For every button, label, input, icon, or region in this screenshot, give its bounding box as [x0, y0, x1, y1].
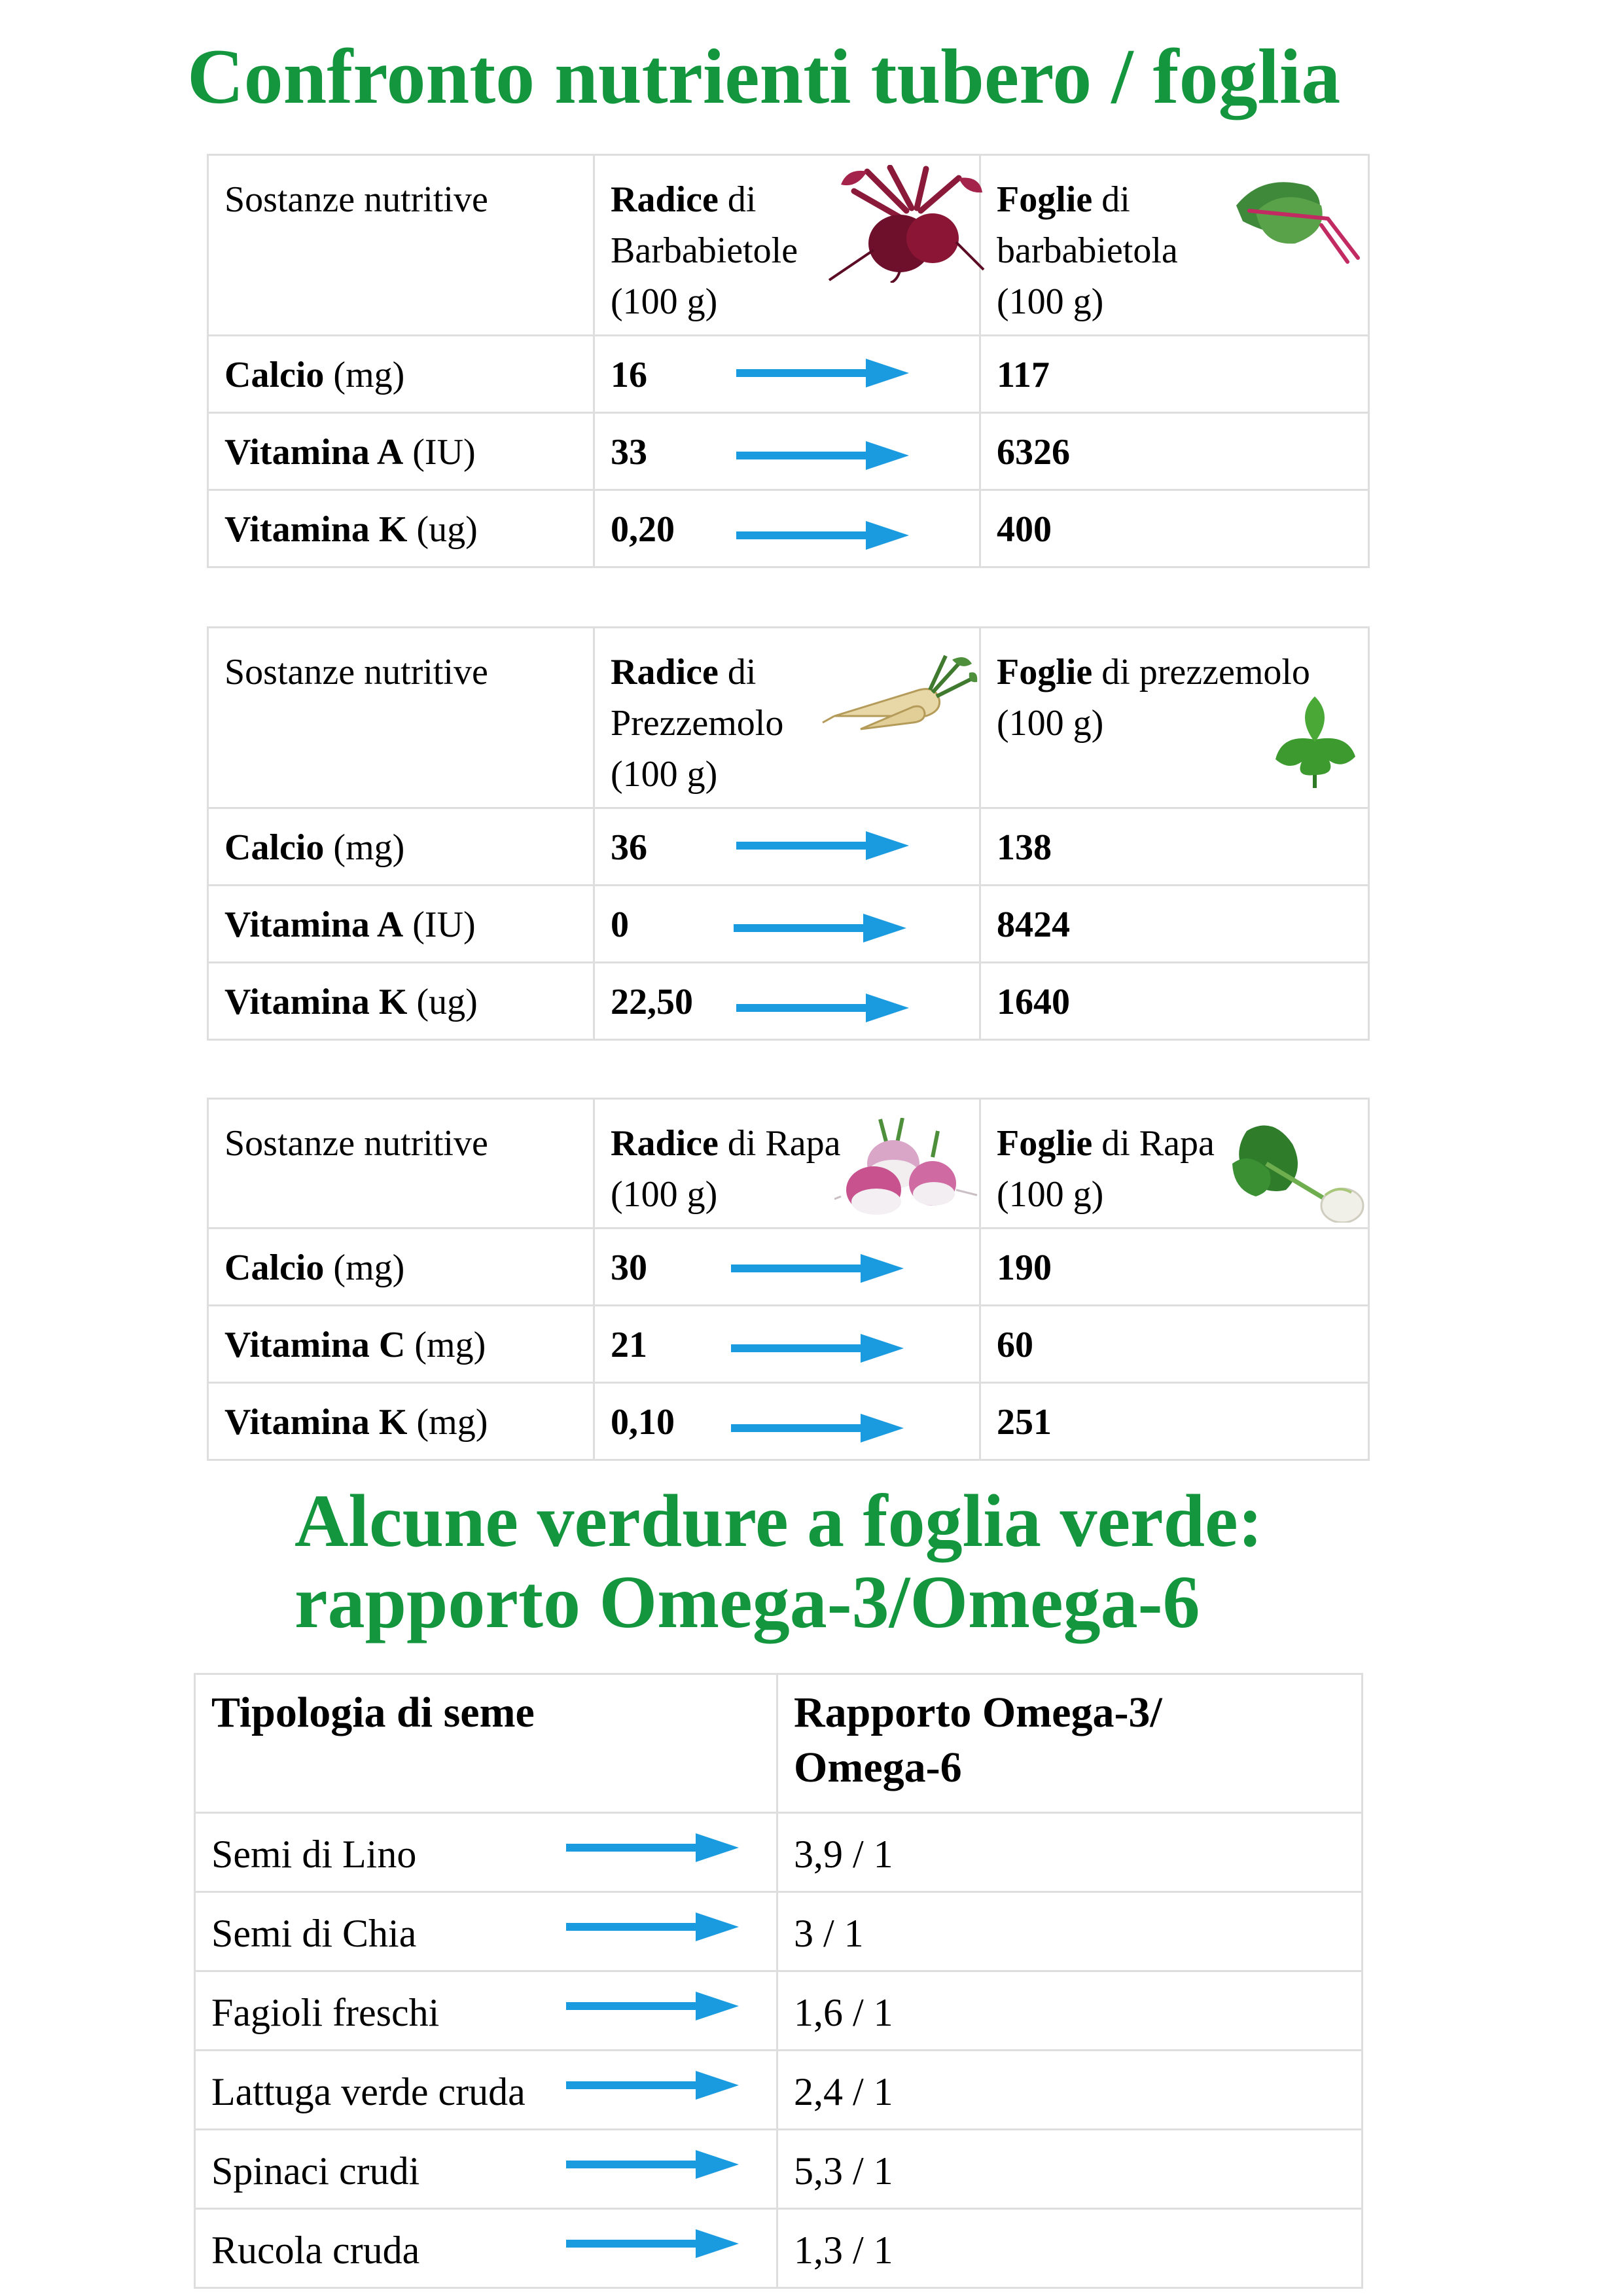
turnip-nutrient-table: [207, 1098, 1370, 1461]
ratio-cell: 5,3 / 1: [777, 2130, 1363, 2209]
table-row: [208, 886, 1369, 963]
table-row: [208, 1306, 1369, 1383]
leaf-value: 60: [980, 1306, 1369, 1383]
arrow-right-icon: [736, 831, 909, 860]
section-title-line1: Alcune verdure a foglia verde:: [294, 1479, 1263, 1562]
leaf-value: 6326: [980, 413, 1369, 490]
arrow-right-icon: [736, 994, 909, 1022]
header-root: Radice di Rapa (100 g): [594, 1099, 980, 1229]
root-value: 21: [594, 1306, 980, 1383]
arrow-right-icon: [566, 1833, 739, 1862]
beetroot-icon: [828, 165, 985, 283]
table-row: [195, 1892, 1363, 1971]
ratio-cell: 1,6 / 1: [777, 1971, 1363, 2051]
header-seed-type: Tipologia di seme: [195, 1674, 777, 1813]
table-row: [195, 1813, 1363, 1892]
root-value: 33: [594, 413, 980, 490]
arrow-right-icon: [736, 359, 909, 387]
nutrient-cell: Vitamina C (mg): [208, 1306, 594, 1383]
leaf-value: 8424: [980, 886, 1369, 963]
header-root: Radice di Prezzemolo (100 g): [594, 628, 980, 808]
parsley-nutrient-table: [207, 626, 1370, 1041]
arrow-right-icon: [566, 1992, 739, 2020]
seed-cell: Fagioli freschi: [195, 1971, 777, 2051]
root-value: 30: [594, 1229, 980, 1306]
nutrient-cell: Calcio (mg): [208, 1229, 594, 1306]
root-value: 0,10: [594, 1383, 980, 1460]
table-header-row: [208, 628, 1369, 808]
nutrient-cell: Vitamina K (ug): [208, 490, 594, 567]
beet-leaves-icon: [1230, 173, 1361, 264]
leaf-value: 190: [980, 1229, 1369, 1306]
header-leaf: Foglie di Rapa (100 g): [980, 1099, 1369, 1229]
beet-nutrient-table: [207, 154, 1370, 568]
header-nutrients: Sostanze nutritive: [208, 1099, 594, 1229]
table-row: [195, 2209, 1363, 2288]
leaf-value: 117: [980, 336, 1369, 413]
ratio-cell: 3 / 1: [777, 1892, 1363, 1971]
header-root: Radice di Barbabietole (100 g): [594, 155, 980, 336]
parsley-leaf-icon: [1269, 694, 1361, 792]
leaf-value: 138: [980, 808, 1369, 886]
turnip-greens-icon: [1227, 1118, 1368, 1223]
header-ratio: Rapporto Omega-3/ Omega-6: [777, 1674, 1363, 1813]
header-nutrients: Sostanze nutritive: [208, 155, 594, 336]
table-header-row: [208, 155, 1369, 336]
arrow-right-icon: [566, 1912, 739, 1941]
arrow-right-icon: [736, 441, 909, 470]
seed-cell: Rucola cruda: [195, 2209, 777, 2288]
nutrient-cell: Calcio (mg): [208, 336, 594, 413]
section-title-line2: rapporto Omega-3/Omega-6: [294, 1560, 1200, 1643]
table-row: [208, 808, 1369, 886]
nutrient-cell: Calcio (mg): [208, 808, 594, 886]
table-header-row: [195, 1674, 1363, 1813]
table-row: [195, 2051, 1363, 2130]
arrow-right-icon: [731, 1254, 904, 1283]
header-nutrients: Sostanze nutritive: [208, 628, 594, 808]
nutrient-cell: Vitamina K (mg): [208, 1383, 594, 1460]
header-leaf: Foglie di barbabietola (100 g): [980, 155, 1369, 336]
header-leaf: Foglie di prezzemolo (100 g): [980, 628, 1369, 808]
seed-cell: Semi di Chia: [195, 1892, 777, 1971]
root-value: 0: [594, 886, 980, 963]
ratio-cell: 1,3 / 1: [777, 2209, 1363, 2288]
table-row: [208, 413, 1369, 490]
table-row: [208, 963, 1369, 1040]
arrow-right-icon: [736, 521, 909, 550]
page-title: Confronto nutrienti tubero / foglia: [187, 33, 1341, 120]
arrow-right-icon: [566, 2150, 739, 2179]
nutrient-cell: Vitamina A (IU): [208, 886, 594, 963]
arrow-right-icon: [734, 914, 906, 942]
turnip-root-icon: [834, 1118, 978, 1223]
root-value: 0,20: [594, 490, 980, 567]
root-value: 36: [594, 808, 980, 886]
arrow-right-icon: [731, 1414, 904, 1443]
table-row: [208, 1229, 1369, 1306]
leaf-value: 400: [980, 490, 1369, 567]
section-title: [294, 1480, 1263, 1643]
seed-cell: Spinaci crudi: [195, 2130, 777, 2209]
parsley-root-icon: [821, 651, 978, 749]
table-row: [208, 1383, 1369, 1460]
table-row: [195, 2130, 1363, 2209]
seed-cell: Lattuga verde cruda: [195, 2051, 777, 2130]
seed-cell: Semi di Lino: [195, 1813, 777, 1892]
ratio-cell: 2,4 / 1: [777, 2051, 1363, 2130]
table-row: [195, 1971, 1363, 2051]
nutrient-cell: Vitamina K (ug): [208, 963, 594, 1040]
root-value: 16: [594, 336, 980, 413]
ratio-cell: 3,9 / 1: [777, 1813, 1363, 1892]
leaf-value: 251: [980, 1383, 1369, 1460]
table-row: [208, 336, 1369, 413]
leaf-value: 1640: [980, 963, 1369, 1040]
arrow-right-icon: [566, 2229, 739, 2258]
omega-ratio-table: [194, 1673, 1363, 2289]
table-row: [208, 490, 1369, 567]
arrow-right-icon: [566, 2071, 739, 2100]
arrow-right-icon: [731, 1334, 904, 1363]
table-header-row: [208, 1099, 1369, 1229]
root-value: 22,50: [594, 963, 980, 1040]
nutrient-cell: Vitamina A (IU): [208, 413, 594, 490]
